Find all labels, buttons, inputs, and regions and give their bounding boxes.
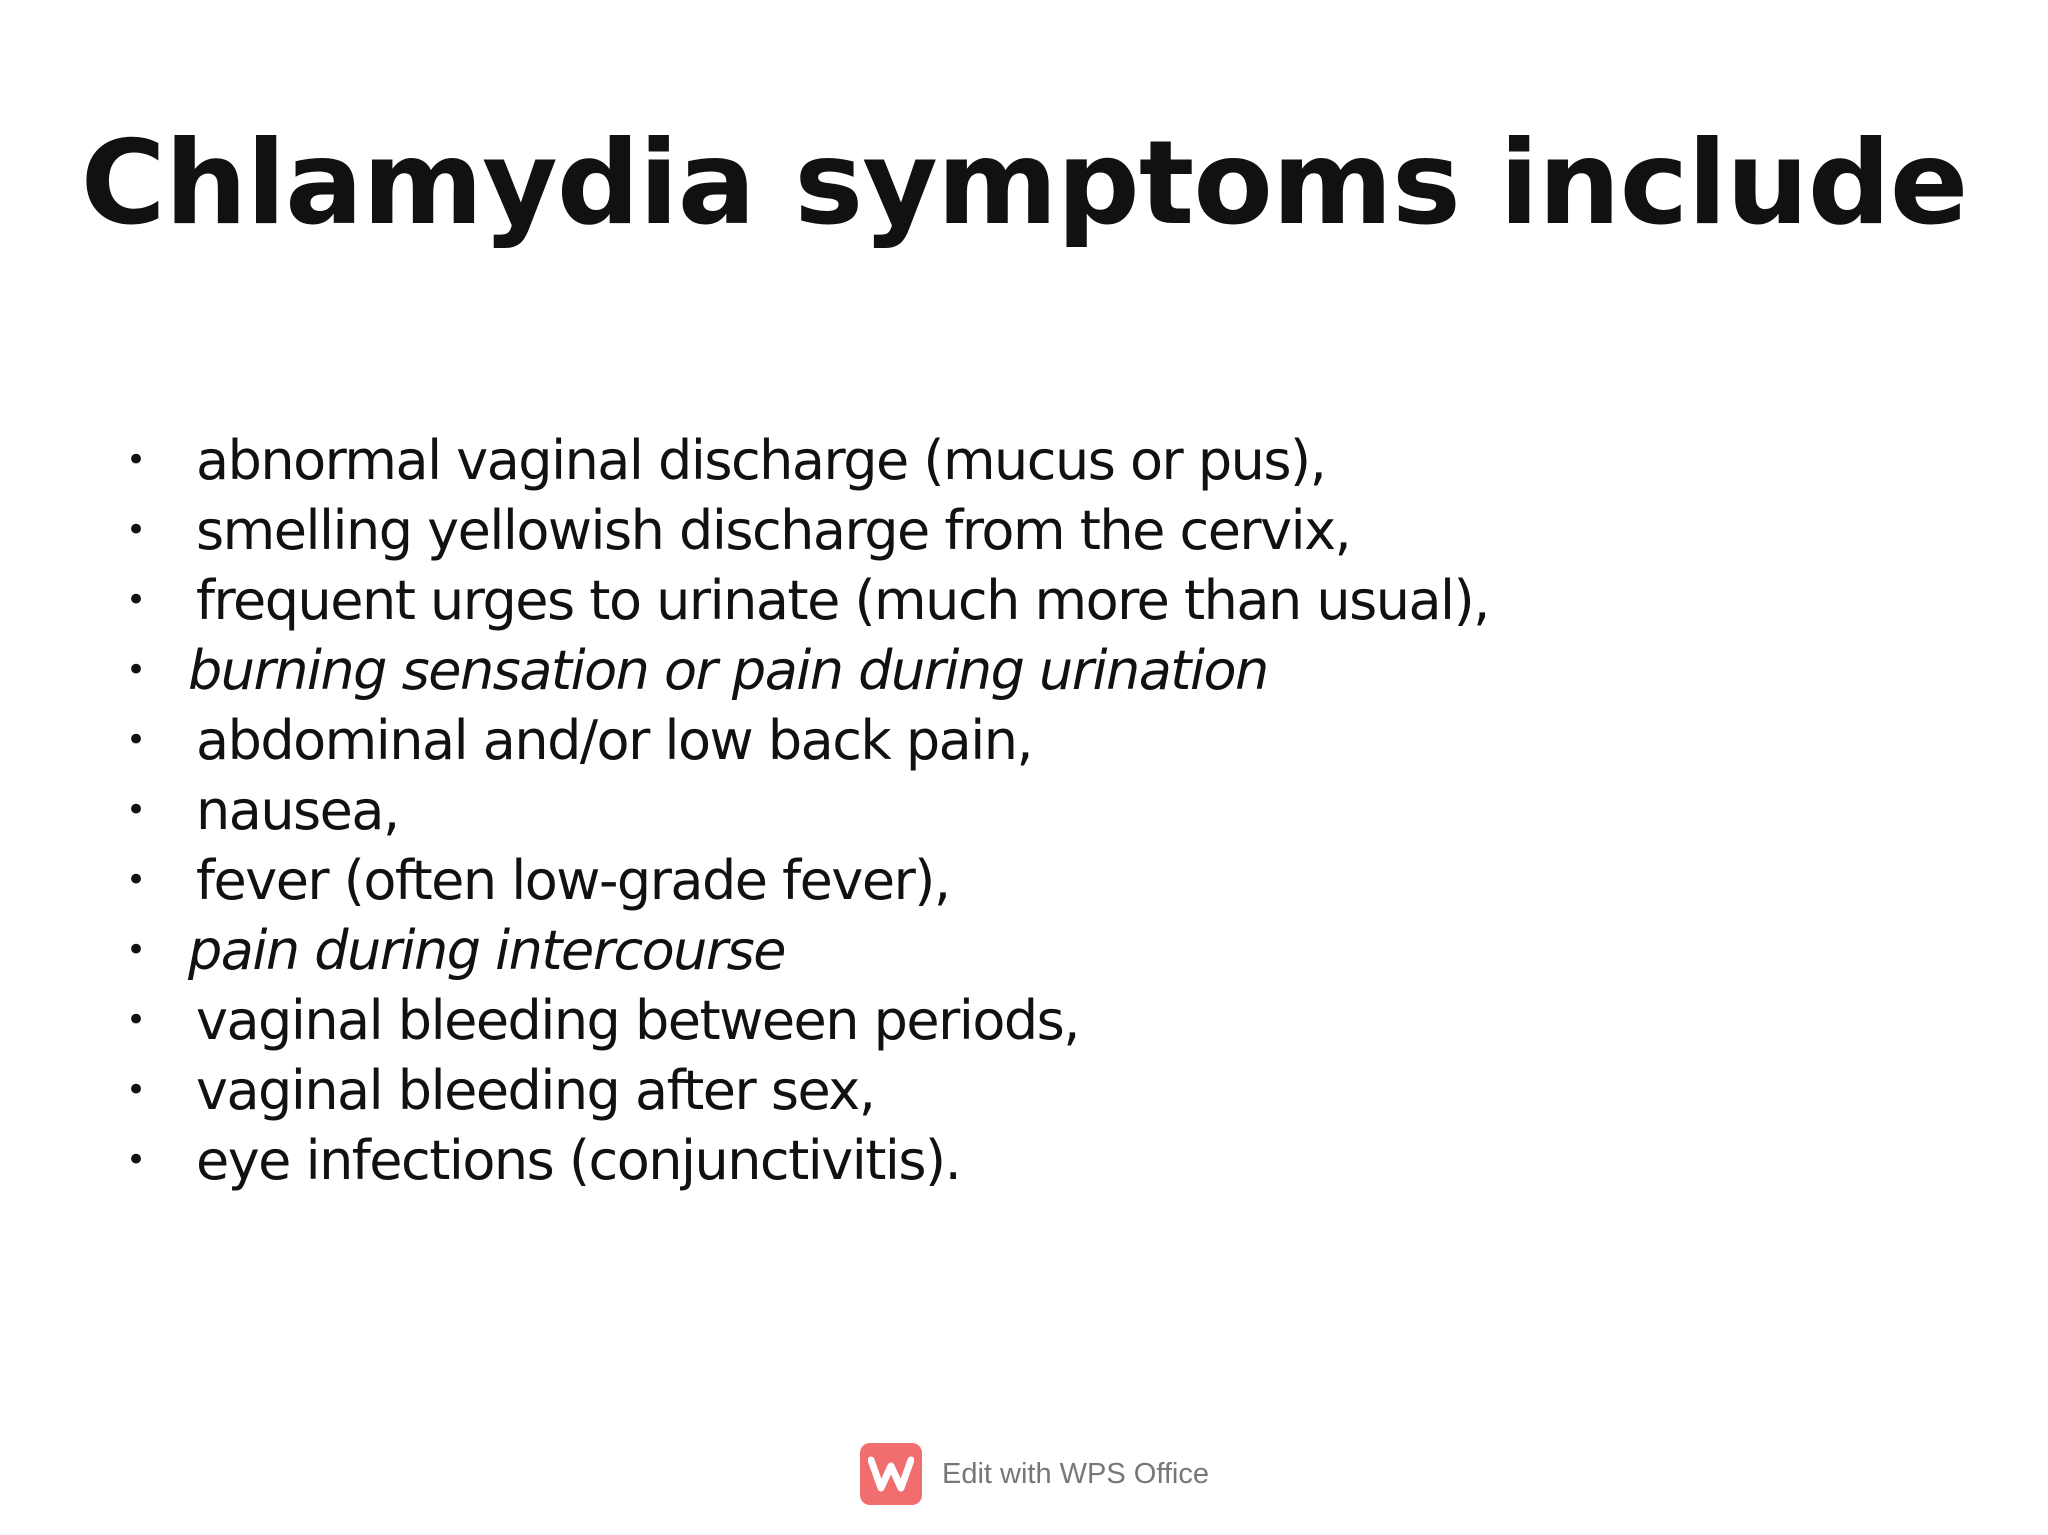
symptom-text: vaginal bleeding after sex, [196, 1058, 875, 1122]
list-item [120, 985, 1920, 1055]
wps-watermark-label: Edit with WPS Office [942, 1457, 1209, 1490]
list-item [120, 635, 1920, 705]
bullet-icon: • [126, 580, 147, 620]
list-item [120, 425, 1920, 495]
symptom-text: abnormal vaginal discharge (mucus or pus), [196, 428, 1326, 492]
bullet-icon: • [126, 720, 147, 760]
symptom-text: nausea, [196, 778, 399, 842]
wps-watermark[interactable] [860, 1442, 1209, 1506]
bullet-icon: • [126, 790, 147, 830]
slide-title: Chlamydia symptoms include [80, 116, 1968, 251]
bullet-icon: • [126, 650, 147, 690]
symptom-text: frequent urges to urinate (much more than usual), [196, 568, 1489, 632]
symptom-list [120, 425, 1920, 1195]
list-item [120, 705, 1920, 775]
bullet-icon: • [126, 1140, 147, 1180]
bullet-icon: • [126, 440, 147, 480]
list-item [120, 565, 1920, 635]
symptom-text: pain during intercourse [188, 918, 785, 982]
symptom-text: eye infections (conjunctivitis). [196, 1128, 961, 1192]
bullet-icon: • [126, 510, 147, 550]
list-item [120, 1055, 1920, 1125]
symptom-text: fever (often low-grade fever), [196, 848, 950, 912]
symptom-text: smelling yellowish discharge from the cervix, [196, 498, 1351, 562]
list-item [120, 1125, 1920, 1195]
list-item [120, 775, 1920, 845]
symptom-text: abdominal and/or low back pain, [196, 708, 1033, 772]
wps-logo-icon [860, 1443, 922, 1505]
bullet-icon: • [126, 1000, 147, 1040]
list-item [120, 845, 1920, 915]
symptom-text: vaginal bleeding between periods, [196, 988, 1079, 1052]
list-item [120, 495, 1920, 565]
bullet-icon: • [126, 1070, 147, 1110]
list-item [120, 915, 1920, 985]
bullet-icon: • [126, 860, 147, 900]
bullet-icon: • [126, 930, 147, 970]
symptom-text: burning sensation or pain during urination [188, 638, 1268, 702]
